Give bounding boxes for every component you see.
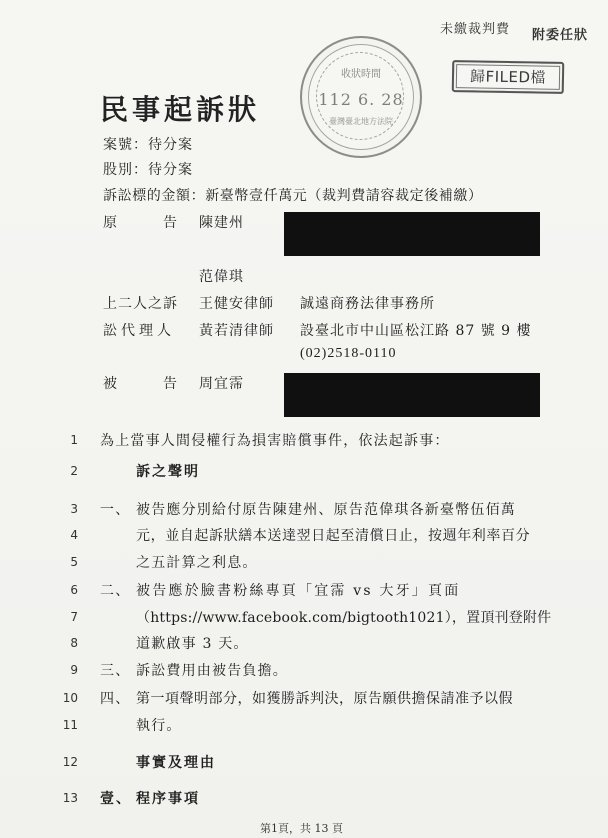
court-received-seal xyxy=(300,36,422,158)
division: 股別：待分案 xyxy=(103,162,193,178)
line-number: 4 xyxy=(70,528,78,542)
page-footer: 第1頁，共 13 頁 xyxy=(260,822,343,835)
line-number: 11 xyxy=(62,718,78,732)
attorney-2: 黃若清律師 xyxy=(199,323,274,339)
seal-date: 112 6. 28 xyxy=(318,90,404,109)
firm-phone: (02)2518-0110 xyxy=(300,346,397,361)
firm-address: 設臺北市中山區松江路 87 號 9 樓 xyxy=(300,323,532,339)
line-number: 7 xyxy=(70,610,78,624)
claim-amount: 訴訟標的金額：新臺幣壹仟萬元（裁判費請容裁定後補繳） xyxy=(103,188,483,204)
document-title: 民事起訴狀 xyxy=(100,93,261,126)
seal-bottom-text: 臺灣臺北地方法院 xyxy=(329,117,393,126)
plaintiff-2-name: 范偉琪 xyxy=(199,269,244,285)
plaintiff-1-name: 陳建州 xyxy=(199,215,244,231)
attached-power-note: 附委任狀 xyxy=(532,28,589,43)
item-marker: 壹、 xyxy=(100,791,132,807)
intro-line: 為上當事人間侵權行為損害賠償事件，依法起訴事： xyxy=(100,433,450,449)
line-number: 6 xyxy=(70,583,78,597)
claim-line: 道歉啟事 3 天。 xyxy=(136,636,249,652)
line-number: 3 xyxy=(70,502,78,516)
claim-line: 之五計算之利息。 xyxy=(136,555,258,571)
law-firm: 誠遠商務法律事務所 xyxy=(300,296,435,312)
line-number: 9 xyxy=(70,663,78,677)
item-marker: 一、 xyxy=(100,502,131,518)
item-marker: 四、 xyxy=(100,691,131,707)
plaintiff-label: 原 告 xyxy=(103,215,178,231)
line-number: 8 xyxy=(70,636,78,650)
item-marker: 三、 xyxy=(100,663,131,679)
line-number: 13 xyxy=(62,791,78,805)
line-number: 5 xyxy=(70,555,78,569)
line-number: 10 xyxy=(62,691,78,705)
line-number: 2 xyxy=(70,464,78,478)
unpaid-fee-note: 未繳裁判費 xyxy=(440,22,511,37)
line-number: 12 xyxy=(62,755,78,769)
claim-line: 被告應分別給付原告陳建州、原告范偉琪各新臺幣伍佰萬 xyxy=(136,502,516,518)
defendant-label: 被 告 xyxy=(103,376,178,392)
facts-heading: 事實及理由 xyxy=(136,755,216,771)
claim-line: 執行。 xyxy=(136,718,182,734)
redaction-block xyxy=(284,373,540,417)
filed-stamp: 歸FILED檔 xyxy=(452,60,565,94)
case-number: 案號：待分案 xyxy=(103,137,193,153)
claims-heading: 訴之聲明 xyxy=(136,464,200,480)
claim-line: 被告應於臉書粉絲專頁「宜霈 vs 大牙」頁面 xyxy=(136,583,461,599)
claim-line: 第一項聲明部分，如獲勝訴判決，原告願供擔保請准予以假 xyxy=(136,691,513,707)
agent-label-1: 上二人之訴 xyxy=(103,296,178,312)
seal-top-text: 收狀時間 xyxy=(341,69,381,80)
procedure-heading: 程序事項 xyxy=(136,791,200,807)
redaction-block xyxy=(284,212,540,256)
agent-label-2: 訟代理人 xyxy=(103,323,175,339)
claim-line: 訴訟費用由被告負擔。 xyxy=(136,663,288,679)
claim-line: 元，並自起訴狀繕本送達翌日起至清償日止，按週年利率百分 xyxy=(136,528,531,544)
claim-line: （https://www.facebook.com/bigtooth1021），置頂刊登附件 xyxy=(136,610,552,626)
item-marker: 二、 xyxy=(100,583,131,599)
defendant-name: 周宜霈 xyxy=(199,376,244,392)
line-number: 1 xyxy=(70,433,78,447)
attorney-1: 王健安律師 xyxy=(199,296,274,312)
